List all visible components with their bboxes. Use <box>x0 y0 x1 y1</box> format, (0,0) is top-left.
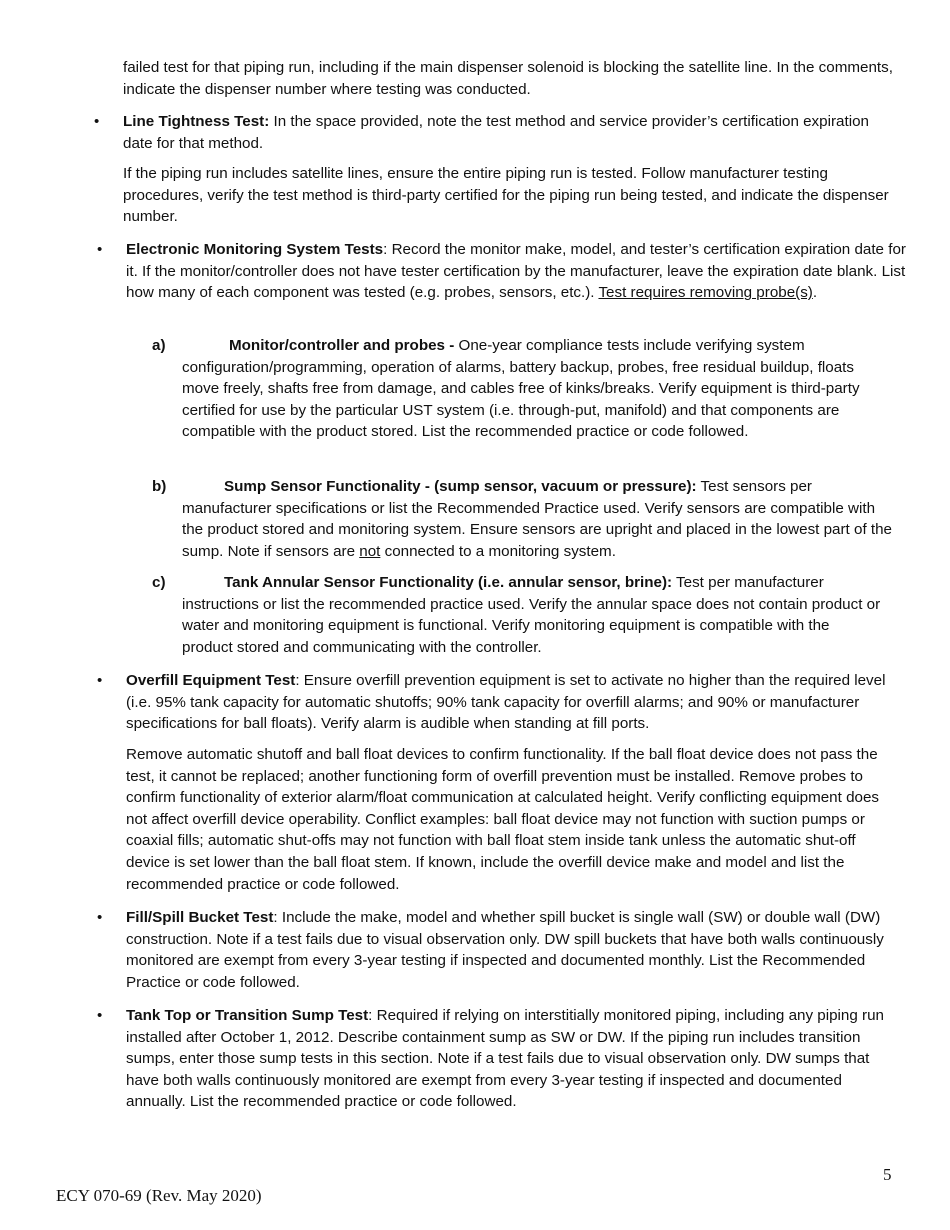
overfill-paragraph <box>126 670 896 735</box>
monitoring-item-b-underlined: not <box>359 542 381 560</box>
electronic-monitoring-paragraph <box>126 239 921 304</box>
overfill-text: : Ensure overfill prevention equipment is set to activate no higher than the required level (i.e. 95% tank capacity for automatic shutoffs; 90% tank capacity for overfill alarms; and 90% or manufacturer specifications for ball floats). Verify alarm is audible when standing at fill ports. <box>126 672 886 733</box>
bullet-icon: • <box>97 1007 103 1024</box>
page-number: 5 <box>883 1165 892 1184</box>
fill-spill-paragraph <box>126 907 896 993</box>
intro-paragraph <box>123 57 898 100</box>
electronic-monitoring-title: Electronic Monitoring System Tests <box>126 241 384 258</box>
monitoring-item-c-label: c) <box>152 574 166 591</box>
line-tightness-paragraph <box>123 111 883 154</box>
overfill-para2-text: Remove automatic shutoff and ball float devices to confirm functionality. If the ball float device does not pass the test, it cannot be replaced; another functioning form of overfill prevention must be installed. Remove probes to confirm functionality of exterior alarm/float communication at calculated height. Verify conflicting equipment does not affect overfill device operability. Conflict examples: ball float device may not function with suction pumps or coaxial fills; automatic shut-offs may not function with ball float stem inside tank unless the automatic shut-off device is set lower than the ball float stem. If known, include the overfill device make and model and list the recommended practice or code followed. <box>126 746 880 893</box>
monitoring-item-a-label: a) <box>152 337 166 354</box>
monitoring-item-a-title: Monitor/controller and probes - <box>229 337 455 354</box>
line-tightness-title: Line Tightness Test: <box>123 113 270 130</box>
electronic-monitoring-underlined: Test requires removing probe(s) <box>598 284 813 302</box>
monitoring-item-b-title: Sump Sensor Functionality - (sump sensor, vacuum or pressure): <box>224 478 697 495</box>
monitoring-item-b-label: b) <box>152 478 167 495</box>
line-tightness-paragraph-2 <box>123 163 898 228</box>
electronic-monitoring-text: : Record the monitor make, model, and tester’s certification expiration date for it. If the monitor/controller does not have tester certification by the manufacturer, leave the expiration date blank. List how many of each component was tested (e.g. probes, sensors, etc.). <box>126 241 906 302</box>
bullet-icon: • <box>97 909 103 926</box>
overfill-title: Overfill Equipment Test <box>126 672 296 689</box>
fill-spill-text: : Include the make, model and whether spill bucket is single wall (SW) or double wall (DW) construction. Note if a test fails due to visual observation only. DW spill buckets that have both walls continuously monitored are exempt from every 3-year testing if inspected and documented monthly. List the Recommended Practice or code followed. <box>126 909 884 991</box>
tank-top-paragraph <box>126 1005 896 1113</box>
fill-spill-title: Fill/Spill Bucket Test <box>126 909 274 926</box>
monitoring-item-c-title: Tank Annular Sensor Functionality (i.e. annular sensor, brine): <box>224 574 673 591</box>
monitoring-item-b <box>152 476 894 562</box>
line-tightness-para2-text: If the piping run includes satellite lines, ensure the entire piping run is tested. Follow manufacturer testing procedures, verify the test method is third-party certified for the piping run being tested, and indicate the dispenser number. <box>123 165 889 226</box>
intro-text: failed test for that piping run, including if the main dispenser solenoid is blocking the satellite line. In the comments, indicate the dispenser number where testing was conducted. <box>123 59 893 98</box>
tank-top-title: Tank Top or Transition Sump Test <box>126 1007 369 1024</box>
bullet-icon: • <box>94 113 100 130</box>
tank-top-text: : Required if relying on interstitially monitored piping, including any piping run installed after October 1, 2012. Describe containment sump as SW or DW. If the piping run includes transition sumps, enter those sump tests in this section. Note if a test fails due to visual observation only. DW sumps that have both walls continuously monitored are exempt from every 3-year testing if inspected and documented annually. List the recommended practice or code followed. <box>126 1007 884 1111</box>
electronic-monitoring-end: . <box>812 284 818 302</box>
monitoring-item-a <box>152 335 894 443</box>
form-identifier: ECY 070-69 (Rev. May 2020) <box>56 1186 262 1205</box>
monitoring-item-a-text: One-year compliance tests include verifying system configuration/programming, operation of alarms, battery backup, probes, free residual buildup, floats move freely, shafts free from damage, and cables free of kinks/breaks. Verify equipment is third-party certified for use by the particular UST system (i.e. through-put, manifold) and that components are compatible with the product stored. List the recommended practice or code followed. <box>182 337 860 441</box>
bullet-icon: • <box>97 241 103 258</box>
bullet-icon: • <box>97 672 103 689</box>
monitoring-item-b-text: Test sensors per manufacturer specifications or list the Recommended Practice used. Verify sensors are compatible with the product stored and monitoring system. Ensure sensors are upright and placed in the lowest part of the sump. Note if sensors are <box>182 478 892 560</box>
monitoring-item-c-text: Test per manufacturer instructions or list the recommended practice used. Verify the annular space does not contain product or water and monitoring equipment is functional. Verify monitoring equipment is compatible with the product stored and communicating with the controller. <box>182 574 881 656</box>
overfill-paragraph-2 <box>126 744 896 895</box>
line-tightness-text: In the space provided, note the test method and service provider’s certification expiration date for that method. <box>123 113 869 152</box>
monitoring-item-b-end: connected to a monitoring system. <box>380 542 616 560</box>
monitoring-item-c <box>152 572 882 658</box>
